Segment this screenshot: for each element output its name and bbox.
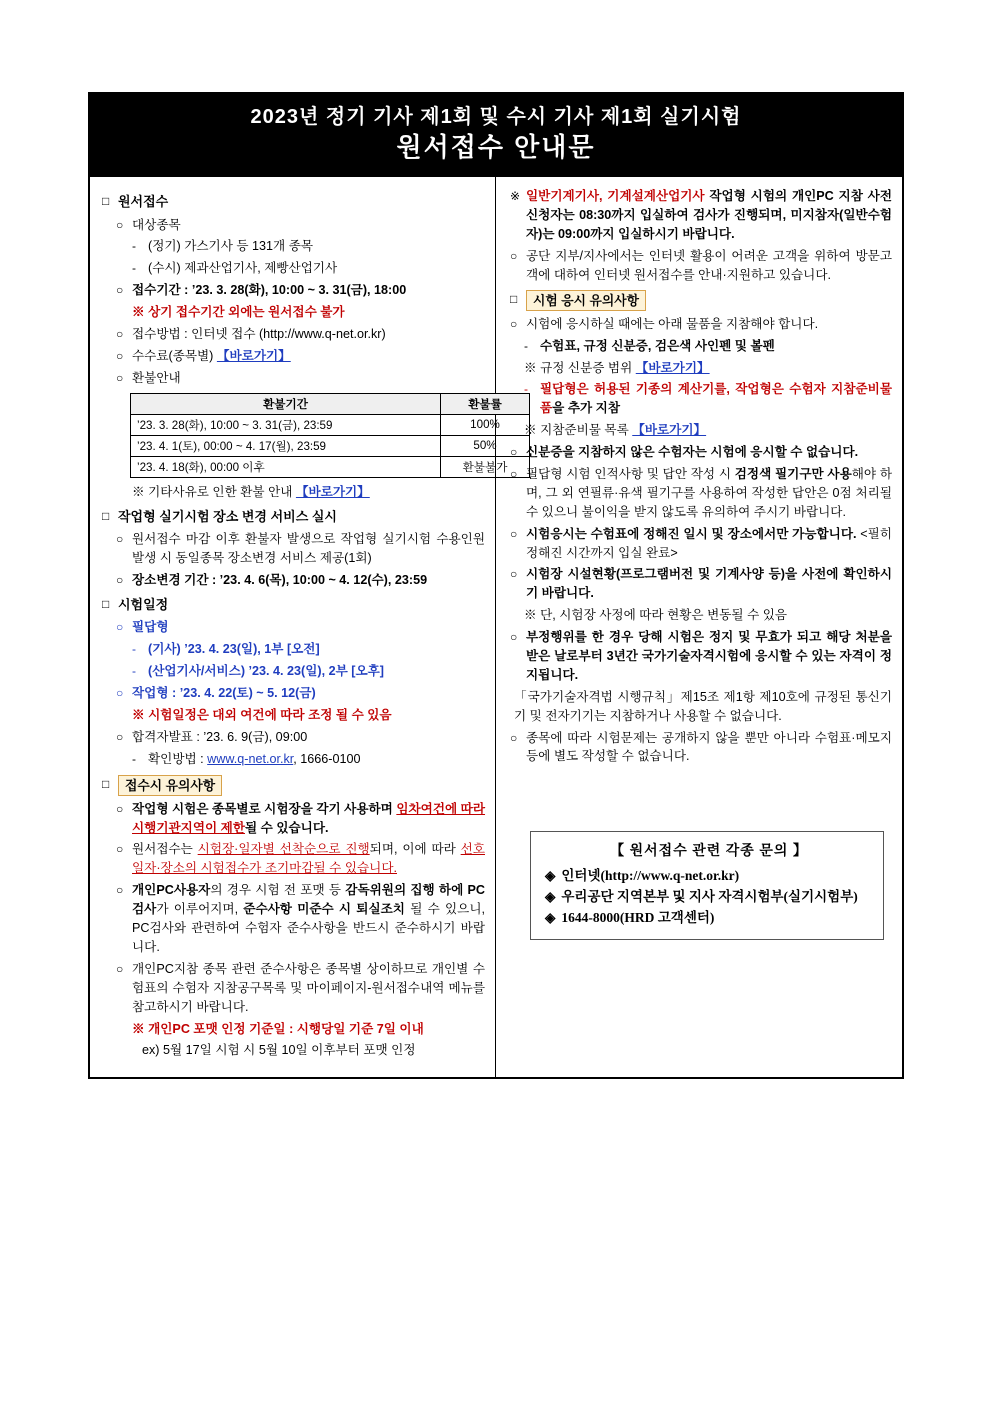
venue-change-period-text: 장소변경 기간 : ’23. 4. 6(목), 10:00 ~ 4. 12(수), 23:59 <box>132 572 428 587</box>
ref-mark-icon: ※ <box>510 189 521 204</box>
title-line-2: 원서접수 안내문 <box>396 132 596 162</box>
refund-rate-cell: 50% <box>441 435 530 456</box>
facility-check-note: ※ 단, 시험장 사정에 따라 현황은 변동될 수 있음 <box>524 608 788 623</box>
section-application-title: 원서접수 <box>118 194 169 210</box>
refund-rate-cell: 100% <box>441 414 530 435</box>
item-venue-change-desc <box>116 530 485 568</box>
section-exam-schedule <box>102 595 485 615</box>
diamond-bullet-icon: ◈ <box>545 889 556 905</box>
qnet-link[interactable]: www.q-net.or.kr <box>207 751 294 766</box>
square-bullet-icon: □ <box>102 596 110 611</box>
two-column-body <box>90 177 902 1077</box>
note-practical-venue-b: 임차여건에 따라 시행기관지역이 제한 <box>132 801 486 835</box>
refund-rate-header: 환불률 <box>441 393 530 414</box>
item-note-firstcome <box>116 840 485 878</box>
item-branch-support <box>510 247 892 285</box>
device-ban-text: 「국가기술자격법 시행규칙」제15조 제1항 제10호에 규정된 통신기기 및 전자기기는 지참하거나 사용할 수 없습니다. <box>514 689 892 723</box>
item-practical-type <box>116 684 485 703</box>
note-pc-format-example: ex) 5월 17일 시험 시 5월 10일 이후부터 포맷 인정 <box>142 1043 416 1058</box>
refund-period-cell: ’23. 3. 28(화), 10:00 ~ 3. 31(금), 23:59 <box>131 414 441 435</box>
exam-time-place-a: 시험응시는 수험표에 정해진 일시 및 장소에서만 가능합니다. <box>526 526 857 541</box>
exam-time-place-b: <필히 정해진 시간까지 입실 완료> <box>526 526 892 560</box>
written-engineer-text: (기사) ’23. 4. 23(일), 1부 [오전] <box>148 642 320 657</box>
supply-list-link[interactable]: 【바로가기】 <box>632 423 707 438</box>
result-check-label: 확인방법 : <box>148 751 208 766</box>
circle-bullet-icon: ○ <box>116 801 124 816</box>
table-row <box>131 456 530 477</box>
note-firstcome-b: 시험장·일자별 선착순으로 진행 <box>197 842 370 857</box>
contact-internet-text[interactable]: 인터넷(http://www.q-net.or.kr) <box>561 868 740 884</box>
notice-document <box>88 92 904 1079</box>
exam-schedule-title: 시험일정 <box>118 596 169 612</box>
section-application-notes <box>102 775 485 796</box>
calculator-note-a: 필답형은 허용된 기종의 계산기를, 작업형은 수험자 지참준비물품 <box>540 382 892 416</box>
note-firstcome-a: 원서접수는 <box>132 842 198 857</box>
branch-support-text: 공단 지부/지사에서는 인터넷 활용이 어려운 고객을 위하여 방문고객에 대하여 인터넷 원서접수를 안내·지원하고 있습니다. <box>526 248 892 282</box>
dash-bullet-icon: - <box>524 382 528 397</box>
circle-bullet-icon: ○ <box>116 961 124 976</box>
item-required-items-list <box>524 337 892 356</box>
item-written-engineer <box>132 640 485 659</box>
item-written-type <box>116 618 485 637</box>
cheating-penalty-a: 부정행위를 한 경우 당해 시험은 정지 및 무효가 되고 해당 처분을 받은 날로부터 <box>526 630 892 663</box>
calculator-note-b: 을 추가 지참 <box>552 401 620 416</box>
section-exam-notes <box>510 290 892 311</box>
pc-entry-g: 까지 입실하시기 바랍니다. <box>590 226 735 241</box>
refund-period-cell: ’23. 4. 18(화), 00:00 이후 <box>131 456 441 477</box>
required-items-list-text: 수험표, 규정 신분증, 검은색 사인펜 및 볼펜 <box>540 338 775 353</box>
square-bullet-icon: □ <box>102 194 110 209</box>
circle-bullet-icon: ○ <box>116 370 124 385</box>
table-row <box>131 414 530 435</box>
question-nondisclosure-text: 종목에 따라 시험문제는 공개하지 않을 뿐만 아니라 수험표·메모지 등에 별도 작성할 수 없습니다. <box>526 730 892 764</box>
table-row <box>131 435 530 456</box>
circle-bullet-icon: ○ <box>510 316 518 331</box>
venue-change-title: 작업형 실기시험 장소 변경 서비스 실시 <box>118 508 337 524</box>
note-pc-d: 가 이루어지며, <box>156 902 244 917</box>
circle-bullet-icon: ○ <box>116 620 124 635</box>
pc-entry-time-1: 08:30 <box>579 207 612 222</box>
id-scope-link[interactable]: 【바로가기】 <box>635 360 710 375</box>
cheating-penalty-b: 3년간 국가기술자격시험에 응시할 수 있는 자격이 정지됩니다. <box>526 648 892 682</box>
note-firstcome-d: 선호 일자·장소의 시험접수가 조기마감될 수 있습니다. <box>132 842 485 876</box>
item-venue-change-period <box>116 571 485 590</box>
item-note-practical-venue <box>116 800 485 838</box>
circle-bullet-icon: ○ <box>116 729 124 744</box>
circle-bullet-icon: ○ <box>116 327 124 342</box>
dash-bullet-icon: - <box>132 261 136 276</box>
note-firstcome-c: 되며, 이에 따라 <box>369 842 461 857</box>
refund-other-note-link[interactable]: 【바로가기】 <box>295 484 370 499</box>
refund-info-label: 환불안내 <box>132 370 181 385</box>
note-pc-user: 개인PC사용자 <box>132 883 211 898</box>
note-pc-f: 될 수 있으니, PC검사와 관련하여 수험자 준수사항을 반드시 준수하시기 바랍니다. <box>132 902 485 954</box>
result-check-phone: , 1666-0100 <box>293 751 361 766</box>
dash-bullet-icon: - <box>132 664 136 679</box>
circle-bullet-icon: ○ <box>116 217 124 232</box>
target-subjects-label: 대상종목 <box>132 217 181 232</box>
contact-box-title: 【 원서접수 관련 각종 문의 】 <box>610 844 808 860</box>
left-column <box>90 177 508 1077</box>
item-device-ban <box>510 688 892 726</box>
item-exam-time-place <box>510 525 892 563</box>
item-regular-subjects <box>132 237 485 256</box>
right-column <box>496 177 902 1077</box>
note-pc-c: 감독위원의 집행 하에 PC검사 <box>132 883 485 917</box>
circle-bullet-icon: ○ <box>510 466 518 481</box>
note-pc-format-rule: ※ 개인PC 포맷 인정 기준일 : 시행당일 기준 7일 이내 <box>132 1021 424 1036</box>
practical-type-text: 작업형 : ’23. 4. 22(토) ~ 5. 12(금) <box>132 685 316 700</box>
item-note-pc-subjects <box>116 960 485 1017</box>
circle-bullet-icon: ○ <box>116 348 124 363</box>
circle-bullet-icon: ○ <box>116 883 124 898</box>
pc-entry-c: 작업형 시험의 개인PC 지참 사전 신청자는 <box>526 189 892 222</box>
refund-rate-cell: 환불불가 <box>441 456 530 477</box>
item-question-nondisclosure <box>510 729 892 767</box>
square-bullet-icon: □ <box>102 776 110 791</box>
item-supply-list <box>524 421 892 440</box>
id-required-text: 신분증을 지참하지 않은 수험자는 시험에 응시할 수 없습니다. <box>526 445 859 460</box>
pc-entry-e: 까지 입실하여 검사가 진행되며, 미지참자(일반수험자)는 <box>526 207 892 241</box>
item-black-pen-rule <box>510 465 892 522</box>
supply-list-text: ※ 지참준비물 목록 <box>524 423 633 438</box>
contact-branch <box>545 887 873 908</box>
circle-bullet-icon: ○ <box>510 567 518 582</box>
note-pc-b: 의 경우 시험 전 포맷 등 <box>210 883 346 898</box>
document-title-bar <box>88 92 904 177</box>
table-header-row <box>131 393 530 414</box>
regular-subjects-text: (정기) 가스기사 등 131개 종목 <box>148 239 314 254</box>
item-adhoc-subjects <box>132 259 485 278</box>
exam-notes-title: 시험 응시 유의사항 <box>526 290 646 311</box>
note-pc-e: 준수사항 미준수 시 퇴실조치 <box>243 902 405 917</box>
application-method-text: 접수방법 : 인터넷 접수 (http://www.q-net.or.kr) <box>132 327 386 342</box>
contact-branch-text: 우리공단 지역본부 및 지사 자격시험부(실기시험부) <box>561 889 858 905</box>
item-note-personal-pc <box>116 881 485 957</box>
item-result-announcement <box>116 728 485 747</box>
circle-bullet-icon: ○ <box>510 445 518 460</box>
item-pc-entry-time <box>510 187 892 244</box>
diamond-bullet-icon: ◈ <box>545 868 556 884</box>
circle-bullet-icon: ○ <box>116 532 124 547</box>
circle-bullet-icon: ○ <box>116 283 124 298</box>
circle-bullet-icon: ○ <box>510 630 518 645</box>
application-notes-title: 접수시 유의사항 <box>118 775 222 796</box>
pc-entry-subjects: 일반기계기사, 기계설계산업기사 <box>526 189 705 204</box>
square-bullet-icon: □ <box>102 508 110 523</box>
item-target-subjects <box>116 216 485 235</box>
contact-internet <box>545 866 873 887</box>
note-practical-venue-a: 작업형 시험은 종목별로 시험장을 각기 사용하며 <box>132 801 393 816</box>
refund-table <box>130 393 530 478</box>
item-required-items <box>510 315 892 334</box>
fee-link[interactable]: 【바로가기】 <box>216 348 291 363</box>
venue-change-desc-text: 원서접수 마감 이후 환불자 발생으로 작업형 실기시험 수용인원 발생 시 동일종목 장소변경 서비스 제공(1회) <box>132 532 485 565</box>
black-pen-a: 필답형 시험 인적사항 및 답안 작성 시 <box>526 466 735 481</box>
item-written-industrial <box>132 662 485 681</box>
black-pen-c: 해야 하며, 그 외 연필류·유색 필기구를 사용하여 작성한 답안은 0점 처리될 수 있으니 불이익을 받지 않도록 유의하여 주시기 바랍니다. <box>526 466 892 519</box>
item-facility-check <box>510 565 892 603</box>
application-period-text: 접수기간 : ’23. 3. 28(화), 10:00 ~ 3. 31(금), 18:00 <box>132 283 407 298</box>
written-type-label: 필답형 <box>132 620 169 635</box>
adhoc-subjects-text: (수시) 제과산업기사, 제빵산업기사 <box>148 261 338 276</box>
item-calculator-note <box>524 380 892 418</box>
circle-bullet-icon: ○ <box>510 526 518 541</box>
section-venue-change <box>102 507 485 527</box>
fee-label: 수수료(종목별) <box>132 348 214 363</box>
contact-callcenter <box>545 908 873 929</box>
result-announcement-text: 합격자발표 : ’23. 6. 9(금), 09:00 <box>132 729 308 744</box>
circle-bullet-icon: ○ <box>510 248 518 263</box>
circle-bullet-icon: ○ <box>116 842 124 857</box>
circle-bullet-icon: ○ <box>116 685 124 700</box>
dash-bullet-icon: - <box>132 239 136 254</box>
refund-period-cell: ’23. 4. 1(토), 00:00 ~ 4. 17(월), 23:59 <box>131 435 441 456</box>
contact-box <box>530 831 884 940</box>
item-id-required <box>510 443 892 462</box>
diamond-bullet-icon: ◈ <box>545 910 556 926</box>
schedule-change-note: ※ 시험일정은 대외 여건에 따라 조정 될 수 있음 <box>132 707 392 722</box>
application-period-warning: ※ 상기 접수기간 외에는 원서접수 불가 <box>132 305 345 320</box>
title-line-1: 2023년 정기 기사 제1회 및 수시 기사 제1회 실기시험 <box>250 106 742 128</box>
section-application <box>102 192 485 212</box>
facility-check-text: 시험장 시설현황(프로그램버전 및 기계사양 등)을 사전에 확인하시기 바랍니다. <box>526 567 892 601</box>
item-cheating-penalty <box>510 628 892 685</box>
item-application-period <box>116 281 485 300</box>
item-result-check-method <box>132 750 485 769</box>
pc-entry-time-2: 09:00 <box>558 226 591 241</box>
required-items-text: 시험에 응시하실 때에는 아래 물품을 지참해야 합니다. <box>526 316 819 331</box>
id-scope-text: ※ 규정 신분증 범위 <box>524 360 636 375</box>
item-fee <box>116 347 485 366</box>
dash-bullet-icon: - <box>524 338 528 353</box>
refund-period-header: 환불기간 <box>131 393 441 414</box>
dash-bullet-icon: - <box>132 642 136 657</box>
circle-bullet-icon: ○ <box>510 730 518 745</box>
contact-callcenter-text: 1644-8000(HRD 고객센터) <box>561 910 715 926</box>
refund-other-note <box>132 483 485 502</box>
refund-other-note-text: ※ 기타사유로 인한 환불 안내 <box>132 484 293 499</box>
item-refund-info <box>116 369 485 388</box>
black-pen-b: 검정색 필기구만 사용 <box>734 466 852 481</box>
written-industrial-text: (산업기사/서비스) ’23. 4. 23(일), 2부 [오후] <box>148 664 384 679</box>
item-id-scope <box>524 359 892 378</box>
dash-bullet-icon: - <box>132 751 136 766</box>
note-pc-subjects-text: 개인PC지참 종목 관련 준수사항은 종목별 상이하므로 개인별 수험표의 수험자 지참공구목록 및 마이페이지-원서접수내역 메뉴를 참고하시기 바랍니다. <box>132 961 485 1014</box>
circle-bullet-icon: ○ <box>116 572 124 587</box>
note-practical-venue-c: 될 수 있습니다. <box>245 820 329 835</box>
item-application-method <box>116 325 485 344</box>
square-bullet-icon: □ <box>510 291 518 306</box>
